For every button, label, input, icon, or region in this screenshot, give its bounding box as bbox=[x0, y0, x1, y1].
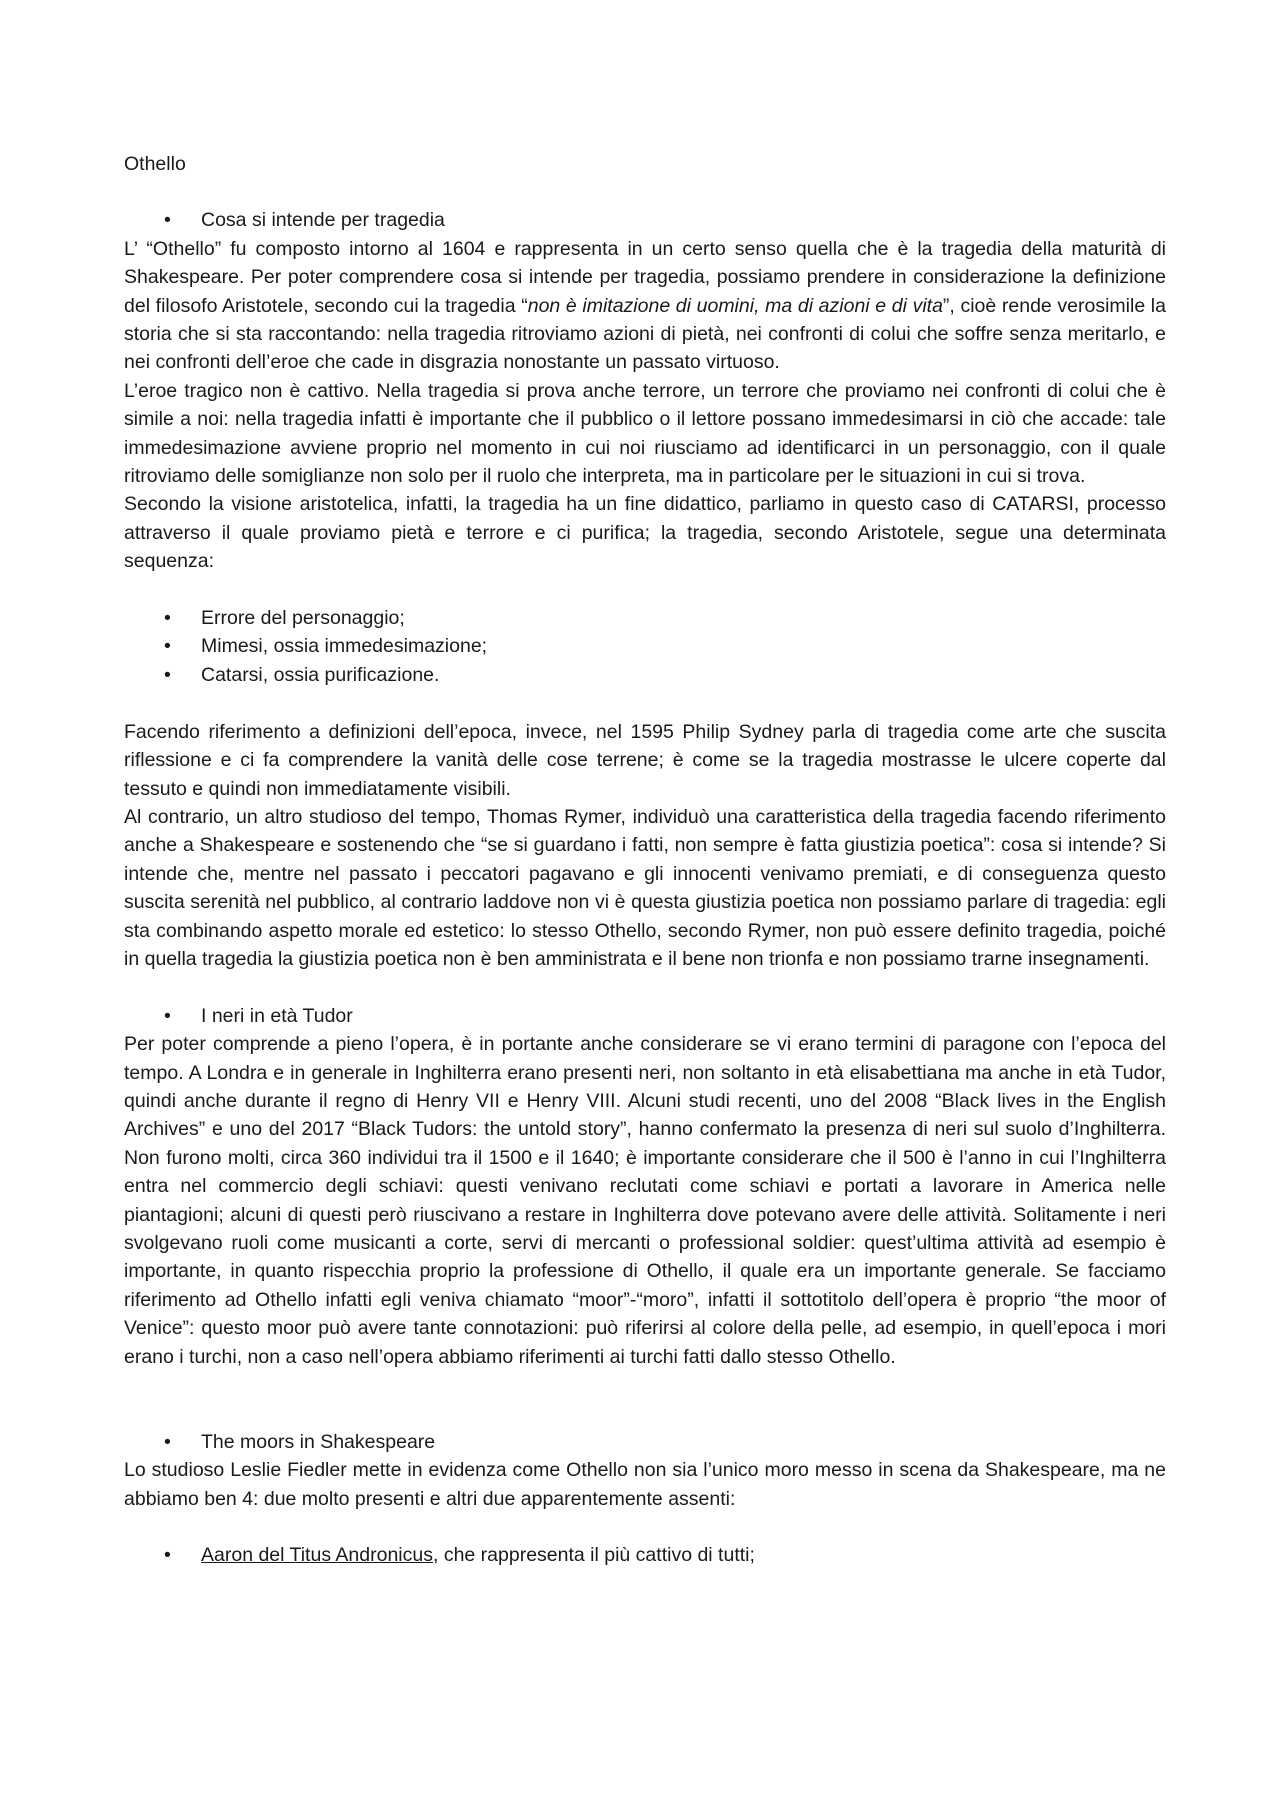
section-heading-tragedia: • Cosa si intende per tragedia bbox=[124, 206, 1166, 234]
list-item: • Catarsi, ossia purificazione. bbox=[124, 661, 1166, 689]
spacer bbox=[124, 1371, 1166, 1428]
paragraph: Secondo la visione aristotelica, infatti, la tragedia ha un fine didattico, parliamo in questo caso di CATARSI, processo attraverso il quale proviamo pietà e terrore e ci purifica; la tragedia, secondo Aristotele, segue una determinata sequenza: bbox=[124, 493, 1166, 573]
paragraph-text: L’ “Othello” fu composto intorno al 1604 e rappresenta in un certo senso quella che è la tragedia della maturità di Shakespeare. Per poter comprendere cosa si intende per tragedia, possiamo prendere in considerazione la definizione del filosofo Aristotele, secondo cui la tragedia “ bbox=[124, 237, 1166, 317]
spacer bbox=[124, 1513, 1166, 1541]
paragraph: Lo studioso Leslie Fiedler mette in evidenza come Othello non sia l’unico moro messo in scena da Shakespeare, ma ne abbiamo ben 4: due molto presenti e altri due apparentemente assenti: bbox=[124, 1459, 1166, 1510]
aaron-link[interactable]: Aaron del Titus Andronicus bbox=[201, 1544, 433, 1567]
document-page bbox=[124, 150, 1166, 1570]
paragraph: Al contrario, un altro studioso del tempo, Thomas Rymer, individuò una caratteristica della tragedia facendo riferimento anche a Shakespeare e sostenendo che “se si guardano i fatti, non sempre è fatta giustizia poetica”: cosa si intende? Si intende che, mentre nel passato i peccatori pagavano e gli innocenti venivamo premiati, e di conseguenza questo suscita serenità nel pubblico, al contrario laddove non vi è questa giustizia poetica non possiamo parlare di tragedia: egli sta combinando aspetto morale ed estetico: lo stesso Othello, secondo Rymer, non può essere definito tragedia, poiché in quella tragedia la giustizia poetica non è ben amministrata e il bene non trionfa e non possiamo trarne insegnamenti. bbox=[124, 805, 1166, 970]
spacer bbox=[124, 973, 1166, 1001]
section-heading-moors: • The moors in Shakespeare bbox=[124, 1428, 1166, 1456]
paragraph bbox=[124, 235, 1166, 377]
list-item: • Mimesi, ossia immedesimazione; bbox=[124, 632, 1166, 660]
spacer bbox=[124, 689, 1166, 717]
list-item: • Errore del personaggio; bbox=[124, 604, 1166, 632]
paragraph: L’eroe tragico non è cattivo. Nella tragedia si prova anche terrore, un terrore che proviamo nei confronti di colui che è simile a noi: nella tragedia infatti è importante che il pubblico o il lettore possano immedesimarsi in ciò che accade: tale immedesimazione avviene proprio nel momento in cui noi riusciamo ad identificarci in un personaggio, con il quale ritroviamo delle somiglianze non solo per il ruolo che interpreta, ma in particolare per le situazioni in cui si trova. bbox=[124, 379, 1166, 488]
paragraph-text: ”, cioè rende verosimile la storia che si sta raccontando: nella tragedia ritroviamo azioni di pietà, nei confronti di colui che soffre senza meritarlo, e nei confronti dell’eroe che cade in disgrazia nonostante un passato virtuoso. bbox=[124, 294, 1166, 374]
spacer bbox=[124, 576, 1166, 604]
document-title: Othello bbox=[124, 153, 186, 175]
aristotle-quote: non è imitazione di uomini, ma di azioni e di vita bbox=[527, 294, 943, 317]
paragraph: Facendo riferimento a definizioni dell’epoca, invece, nel 1595 Philip Sydney parla di tragedia come arte che suscita riflessione e ci fa comprendere la vanità delle cose terrene; è come se la tragedia mostrasse le ulcere coperte dal tessuto e quindi non immediatamente visibili. bbox=[124, 720, 1166, 800]
paragraph: Per poter comprende a pieno l’opera, è in portante anche considerare se vi erano termini di paragone con l’epoca del tempo. A Londra e in generale in Inghilterra erano presenti neri, non soltanto in età elisabettiana ma anche in età Tudor, quindi anche durante il regno di Henry VII e Henry VIII. Alcuni studi recenti, uno del 2008 “Black lives in the English Archives” e uno del 2017 “Black Tudors: the untold story”, hanno confermato la presenza di neri sul suolo d’Inghilterra. Non furono molti, circa 360 individui tra il 1500 e il 1640; è importante considerare che il 500 è l’anno in cui l’Inghilterra entra nel commercio degli schiavi: questi venivano reclutati come schiavi e portati a lavorare in America nelle piantagioni; alcuni di questi però riuscivano a restare in Inghilterra dove potevano avere delle attività. Solitamente i neri svolgevano ruoli come musicanti a corte, servi di mercanti o professional soldier: quest’ultima attività ad esempio è importante, in quanto rispecchia proprio la professione di Othello, il quale era un importante generale. Se facciamo riferimento ad Othello infatti egli veniva chiamato “moor”-“moro”, infatti il sottotitolo dell’opera è proprio “the moor of Venice”: questo moor può avere tante connotazioni: può riferirsi al colore della pelle, ad esempio, in quell’epoca i mori erano i turchi, non a caso nell’opera abbiamo riferimenti ai turchi fatti dallo stesso Othello. bbox=[124, 1033, 1166, 1368]
list-item bbox=[124, 1541, 1166, 1569]
list-item-text: , che rappresenta il più cattivo di tutti; bbox=[432, 1544, 755, 1567]
section-heading-tudor: • I neri in età Tudor bbox=[124, 1002, 1166, 1030]
